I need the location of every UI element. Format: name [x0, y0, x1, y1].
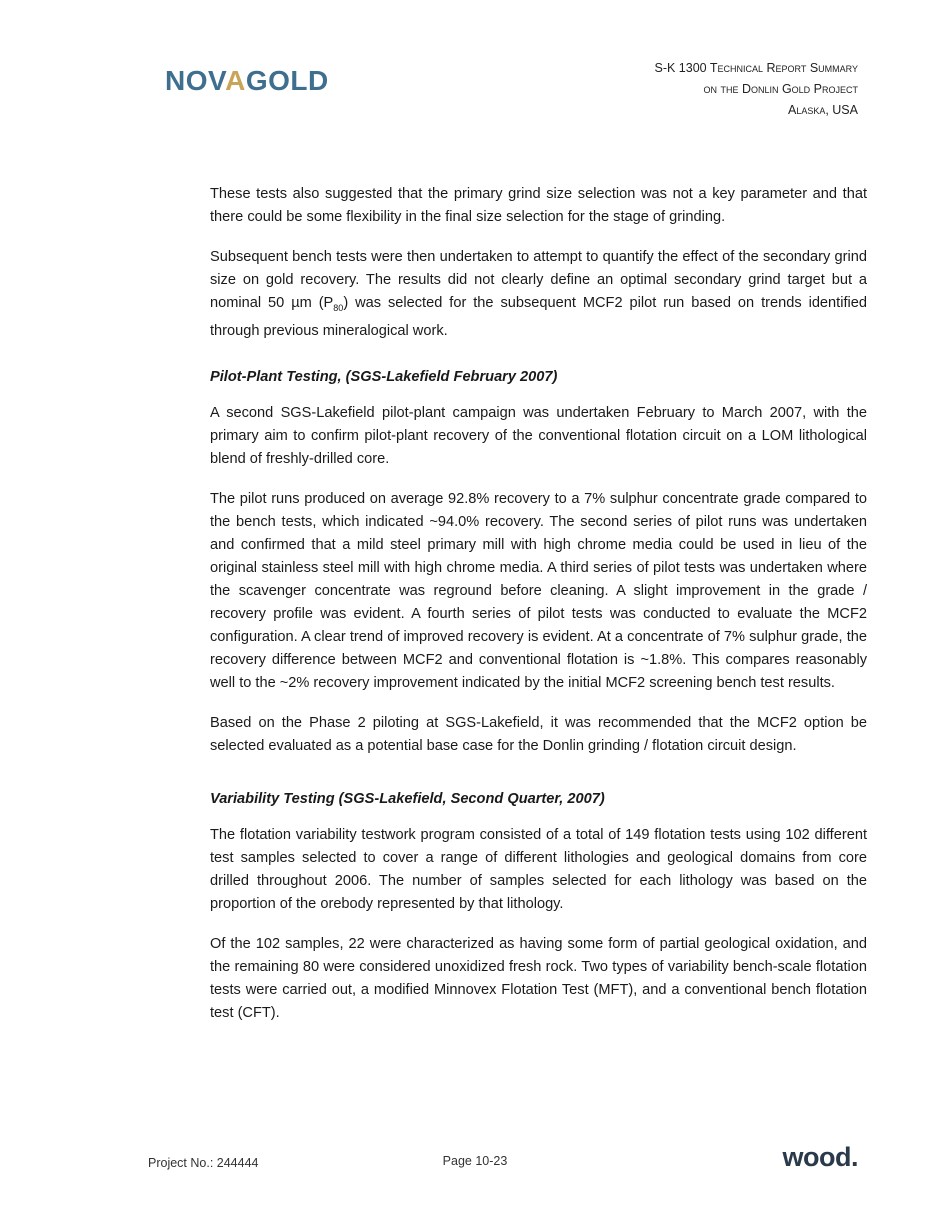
- section-heading-pilot: Pilot-Plant Testing, (SGS-Lakefield February 2007): [210, 368, 558, 385]
- paragraph-5: Based on the Phase 2 piloting at SGS-Lakefield, it was recommended that the MCF2 option be selected evaluated as a potential base case for the Donlin grinding / flotation circuit design.: [210, 714, 867, 754]
- logo-text-right: GOLD: [245, 65, 329, 96]
- header-line-2: on the Donlin Gold Project: [703, 82, 858, 96]
- header-line-3: Alaska, USA: [787, 103, 858, 117]
- paragraph-2: [210, 246, 867, 343]
- project-number: Project No.: 244444: [148, 1156, 259, 1170]
- page-number: Page 10-23: [442, 1154, 508, 1168]
- paragraph-6: The flotation variability testwork program consisted of a total of 149 flotation tests using 102 different test samples selected to cover a range of different lithologies and geological domains from core drilled throughout 2006. The number of samples selected for each lithology was based on the proportion of the orebody represented by that lithology.: [210, 826, 867, 912]
- paragraph-3: A second SGS-Lakefield pilot-plant campaign was undertaken February to March 2007, with the primary aim to confirm pilot-plant recovery of the conventional flotation circuit on a LOM lithological blend of freshly-drilled core.: [210, 404, 867, 467]
- paragraph-4: The pilot runs produced on average 92.8% recovery to a 7% sulphur concentrate grade compared to the bench tests, which indicated ~94.0% recovery. The second series of pilot runs was undertaken and confirmed that a mild steel primary mill with high chrome media could be used in lieu of the original stainless steel mill with high chrome media. A third series of pilot tests was undertaken where the scavenger concentrate was reground before cleaning. A slight improvement in the grade / recovery profile was evident. A fourth series of pilot tests was conducted to evaluate the MCF2 configuration. A clear trend of improved recovery is evident. At a concentrate of 7% sulphur grade, the recovery difference between MCF2 and conventional flotation is ~1.8%. This compares reasonably well to the ~2% recovery improvement indicated by the initial MCF2 screening bench test results.: [210, 490, 867, 691]
- logo-text-left: NOV: [165, 65, 226, 96]
- section-heading-variability: Variability Testing (SGS-Lakefield, Second Quarter, 2007): [210, 790, 605, 807]
- report-header: [655, 58, 859, 121]
- paragraph-7: Of the 102 samples, 22 were characterized as having some form of partial geological oxidation, and the remaining 80 were considered unoxidized fresh rock. Two types of variability bench-scale flotation tests were carried out, a modified Minnovex Flotation Test (MFT), and a conventional bench flotation test (CFT).: [210, 935, 867, 1021]
- paragraph-1: These tests also suggested that the primary grind size selection was not a key parameter and that there could be some flexibility in the final size selection for the stage of grinding.: [210, 186, 867, 225]
- header-line-1: S-K 1300 Technical Report Summary: [654, 61, 858, 75]
- paragraph-2-text-a: Subsequent bench tests were then undertaken to attempt to quantify the effect of the secondary grind size on gold recovery. The results did not clearly define an optimal secondary grind target but a nominal 50 µm (P: [210, 249, 867, 311]
- paragraph-2-text-b: ) was selected for the subsequent MCF2 pilot run based on trends identified through previous mineralogical work.: [210, 295, 867, 339]
- logo-mark: A: [225, 65, 246, 96]
- paragraph-2-subscript: 80: [333, 302, 344, 313]
- page-body: [210, 183, 867, 1042]
- novagold-logo: [165, 64, 329, 98]
- wood-logo: wood.: [782, 1142, 858, 1172]
